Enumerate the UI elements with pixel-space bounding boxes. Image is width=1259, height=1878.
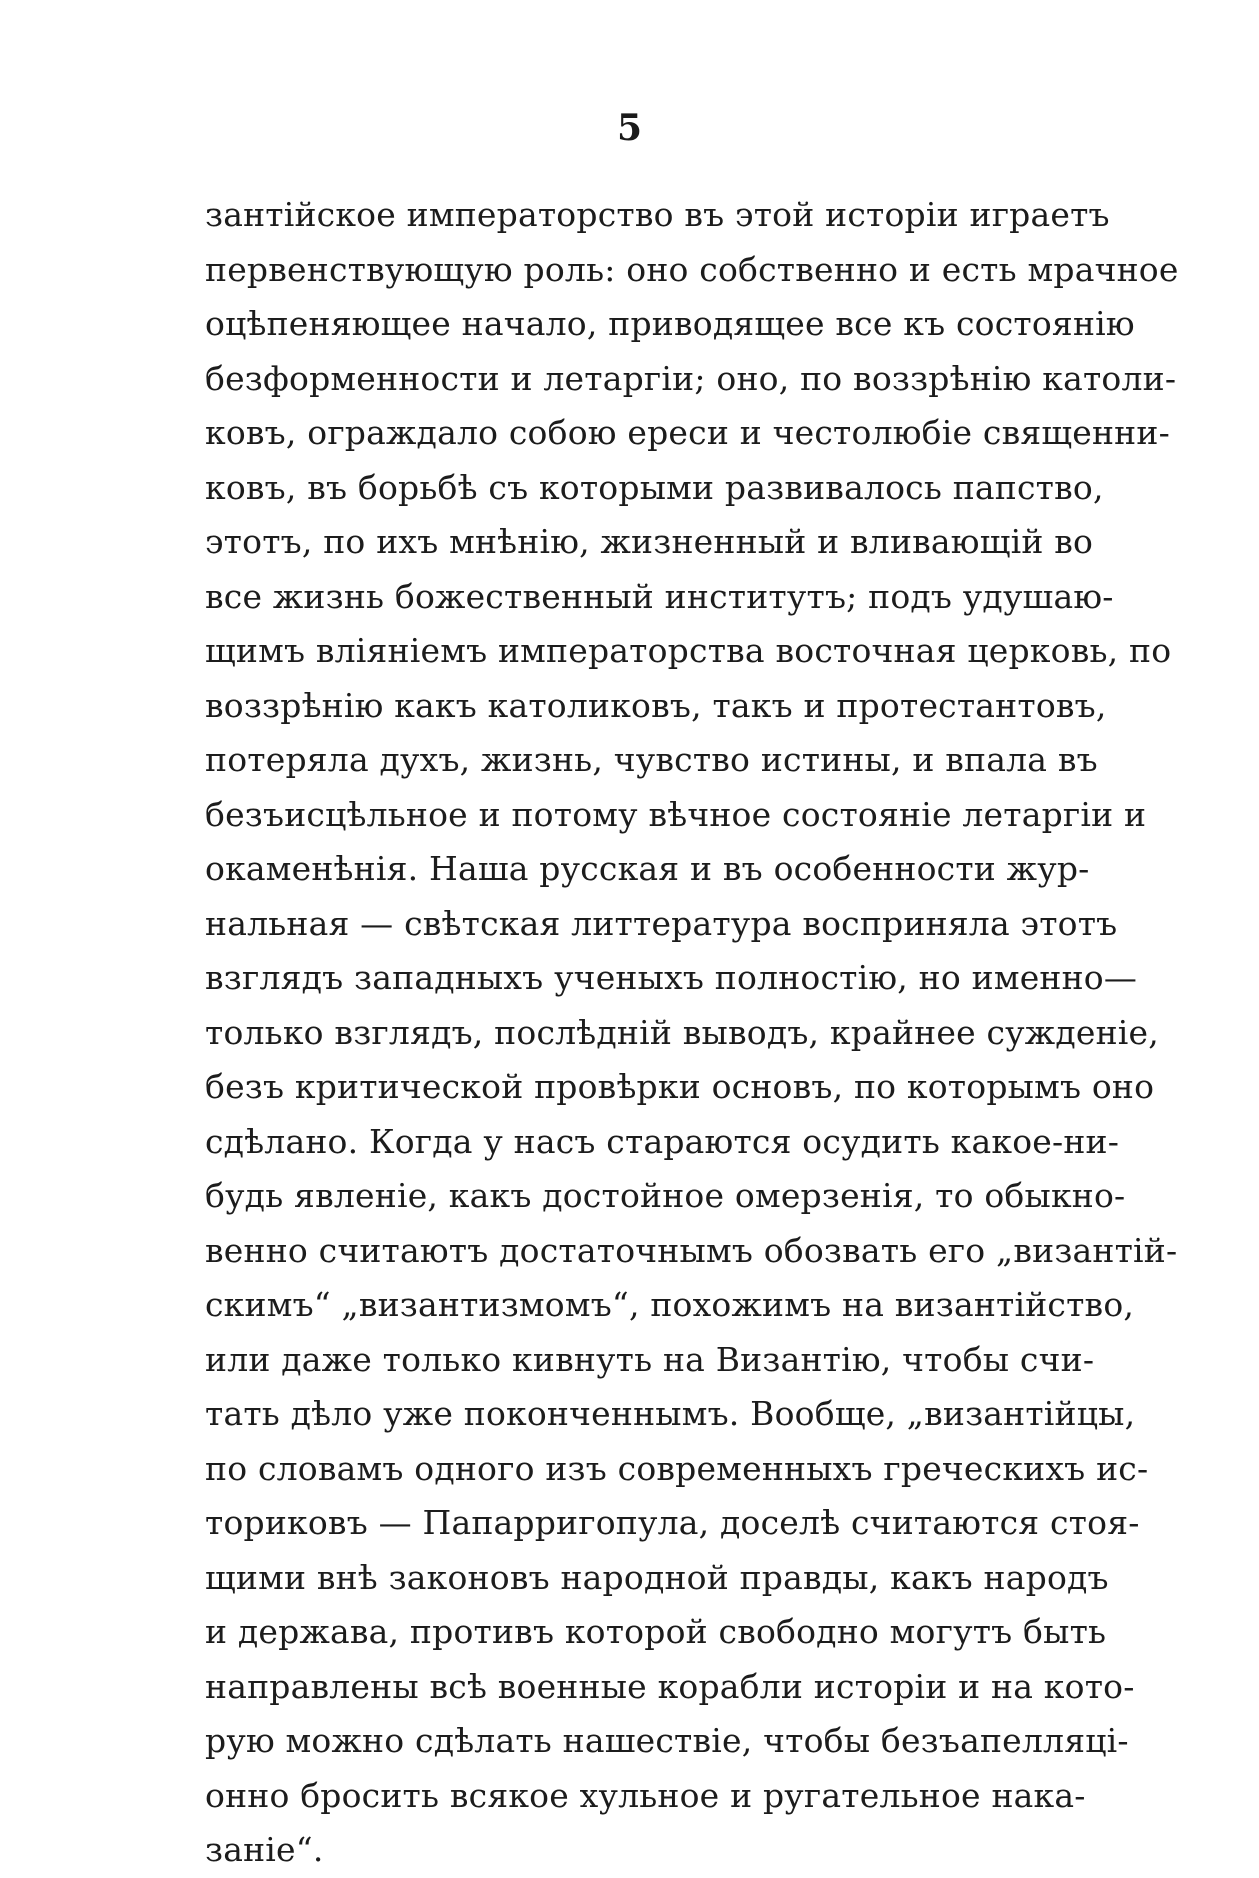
text-line: щими внѣ законовъ народной правды, какъ народъ <box>205 1557 1109 1597</box>
text-line: сдѣлано. Когда у насъ стараются осудить какое-ни- <box>205 1121 1120 1161</box>
text-line: первенствующую роль: оно собственно и есть мрачное <box>205 249 1179 289</box>
text-line: будь явленіе, какъ достойное омерзенія, то обыкно- <box>205 1176 1126 1215</box>
text-line: воззрѣнію какъ католиковъ, такъ и протестантовъ, <box>205 685 1107 725</box>
text-line: заніе“. <box>205 1830 324 1869</box>
text-line: венно считаютъ достаточнымъ обозвать его „византій- <box>205 1230 1178 1270</box>
text-line: ковъ, въ борьбѣ съ которыми развивалось папство, <box>205 467 1104 507</box>
text-line: скимъ“ „византизмомъ“, похожимъ на византійство, <box>205 1285 1135 1324</box>
text-line: безъ критической провѣрки основъ, по которымъ оно <box>205 1067 1155 1106</box>
text-line: тать дѣло уже поконченнымъ. Вообще, „византійцы, <box>205 1394 1136 1433</box>
text-line: потеряла духъ, жизнь, чувство истины, и впала въ <box>205 740 1098 779</box>
text-line: ториковъ — Папарригопула, доселѣ считаются стоя- <box>205 1503 1140 1542</box>
text-line: все жизнь божественный институтъ; подъ удушаю- <box>205 576 1114 616</box>
body-text <box>205 188 1179 1878</box>
text-line: этотъ, по ихъ мнѣнію, жизненный и вливающій во <box>205 522 1094 561</box>
text-line: и держава, противъ которой свободно могутъ быть <box>205 1612 1107 1651</box>
text-line: щимъ вліяніемъ императорства восточная церковь, по <box>205 631 1172 670</box>
text-line: безъисцѣльное и потому вѣчное состояніе летаргіи и <box>205 794 1147 834</box>
text-line: только взглядъ, послѣдній выводъ, крайнее сужденіе, <box>205 1012 1159 1052</box>
text-line: или даже только кивнуть на Византію, чтобы счи- <box>205 1339 1095 1379</box>
text-line: ковъ, ограждало собою ереси и честолюбіе священни- <box>205 413 1170 452</box>
page-number: 5 <box>616 107 643 149</box>
text-line: окаменѣнія. Наша русская и въ особенности жур- <box>205 849 1090 888</box>
text-line: оцѣпеняющее начало, приводящее все къ состоянію <box>205 304 1135 343</box>
text-line: взглядъ западныхъ ученыхъ полностію, но именно— <box>205 958 1138 997</box>
text-line: рую можно сдѣлать нашествіе, чтобы безъапелляці- <box>205 1721 1129 1760</box>
text-line: зантійское императорство въ этой исторіи играетъ <box>205 195 1110 234</box>
text-line: безформенности и летаргіи; оно, по воззрѣнію католи- <box>205 358 1177 398</box>
text-line: направлены всѣ военные корабли исторіи и на кото- <box>205 1666 1135 1706</box>
text-line: по словамъ одного изъ современныхъ греческихъ ис- <box>205 1448 1149 1488</box>
text-line: нальная — свѣтская литтература восприняла этотъ <box>205 903 1118 943</box>
text-line: онно бросить всякое хульное и ругательное нака- <box>205 1775 1086 1815</box>
